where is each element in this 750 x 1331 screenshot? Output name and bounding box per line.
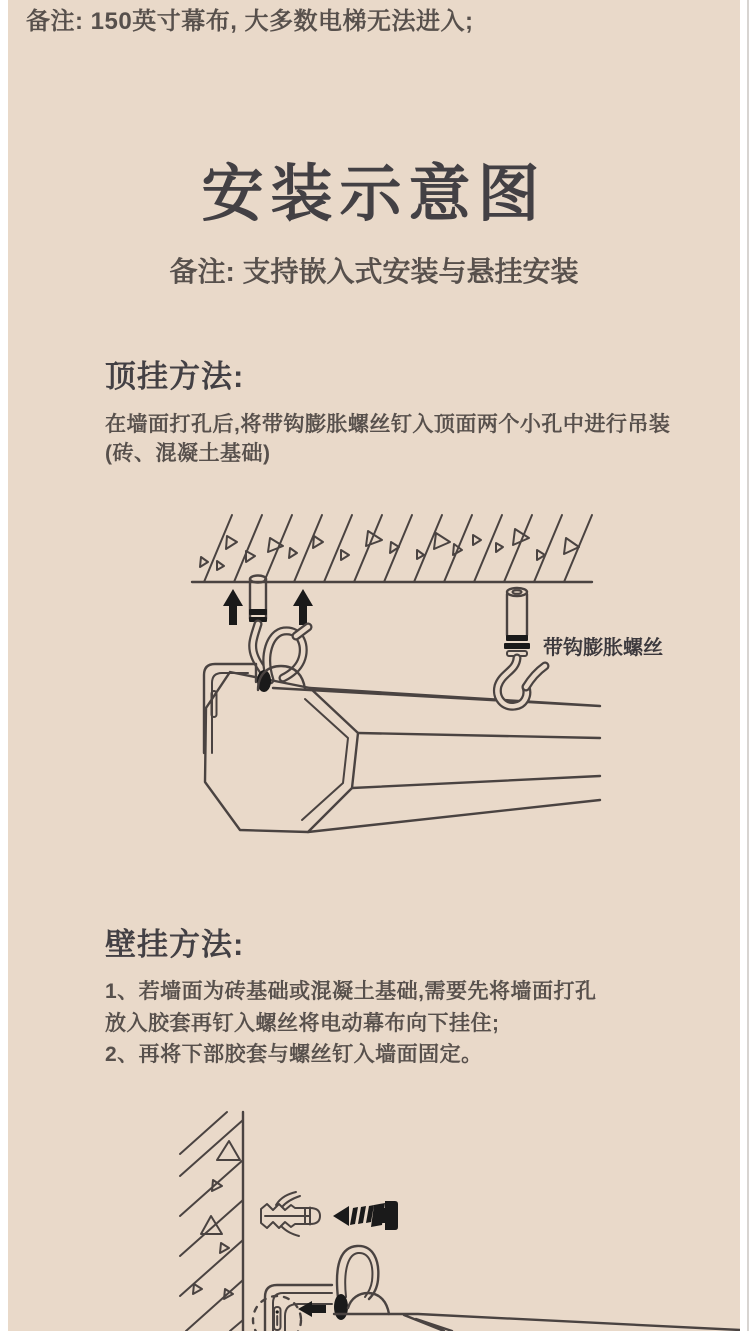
screen-housing (204, 664, 600, 832)
ceiling-hatch (192, 515, 592, 582)
wall-mount-step-line2: 放入胶套再钉入螺丝将电动幕布向下挂住; (105, 1012, 500, 1035)
wall-texture-triangles (193, 1141, 240, 1299)
product-detail-image (8, 0, 740, 1331)
hook-screw-label: 带钩膨胀螺丝 (543, 637, 663, 659)
top-mount-instruction-line1: 在墙面打孔后,将带钩膨胀螺丝钉入顶面两个小孔中进行吊装 (105, 413, 671, 436)
ceiling-mount-diagram (8, 505, 740, 877)
hook-screw-detail (497, 588, 545, 706)
wall-mount-step-line3: 2、再将下部胶套与螺丝钉入墙面固定。 (105, 1043, 483, 1066)
page-title: 安装示意图 (201, 160, 547, 229)
screen-housing-corner (253, 1246, 740, 1331)
embedded-hook-screw (249, 576, 308, 681)
octagon-end-cap (205, 672, 358, 832)
top-mount-instruction-line2: (砖、混凝土基础) (105, 442, 271, 465)
hanging-ring (334, 1246, 389, 1320)
up-arrow-icon (223, 589, 243, 625)
top-note: 备注: 150英寸幕布, 大多数电梯无法进入; (26, 8, 474, 35)
housing-body (273, 688, 600, 832)
wall-mount-diagram (8, 1100, 740, 1331)
page-right-edge (747, 0, 749, 1331)
screw-icon (333, 1201, 398, 1230)
wall-hatch (180, 1112, 243, 1331)
ceiling-texture-triangles (200, 529, 579, 570)
wall-mount-step-line1: 1、若墙面为砖基础或混凝土基础,需要先将墙面打孔 (105, 980, 597, 1003)
page-subtitle: 备注: 支持嵌入式安装与悬挂安装 (169, 256, 579, 287)
top-mount-heading: 顶挂方法: (105, 359, 245, 394)
wall-mount-heading: 壁挂方法: (105, 927, 245, 962)
expansion-anchor (261, 1192, 320, 1236)
up-arrow-icon (293, 589, 313, 625)
dashed-slot-highlight (253, 1296, 301, 1331)
